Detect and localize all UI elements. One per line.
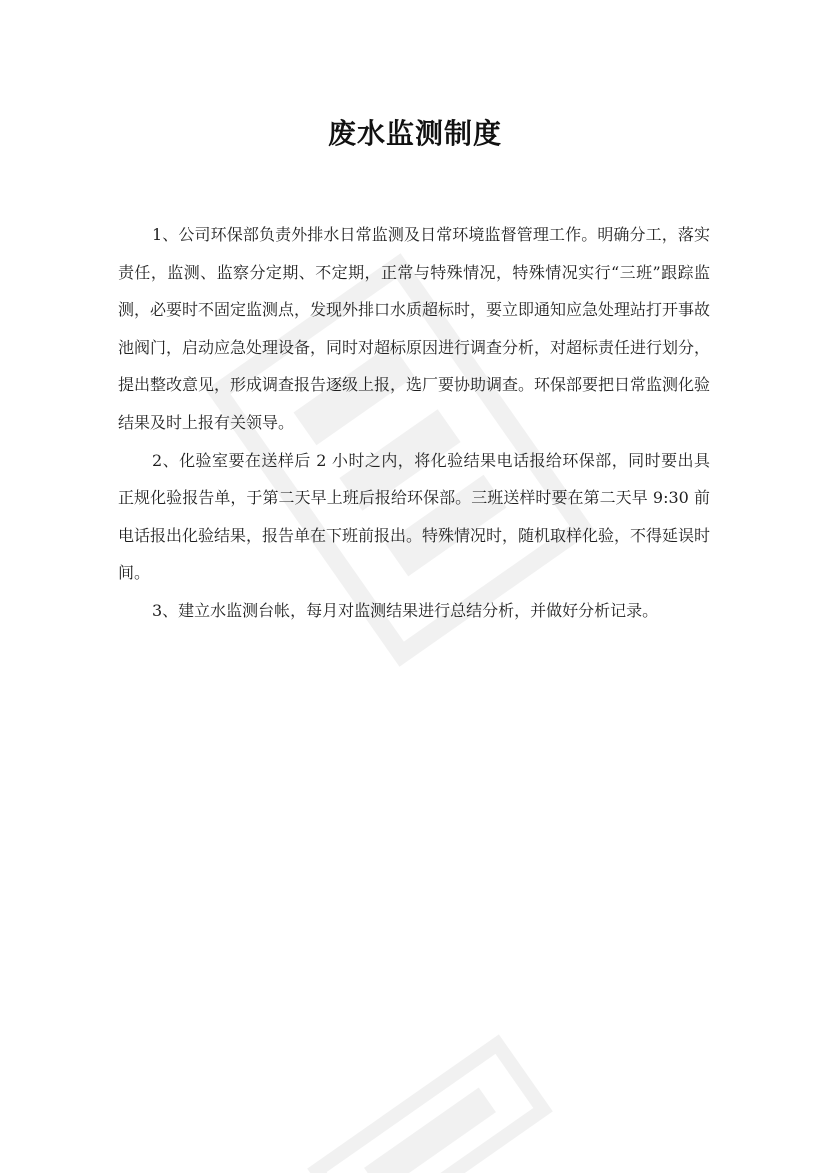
document-title: 废水监测制度	[327, 117, 502, 150]
paragraph-2: 2、化验室要在送样后 2 小时之内，将化验结果电话报给环保部，同时要出具正规化验报告单，于第二天早上班后报给环保部。三班送样时要在第二天早 9:30 前电话报出化验结果，报告单在下班前报出。特殊情况时，随机取样化验，不得延误时间。	[118, 450, 711, 583]
paragraph-1: 1、公司环保部负责外排水日常监测及日常环境监督管理工作。明确分工，落实责任，监测、监察分定期、不定期，正常与特殊情况，特殊情况实行“三班”跟踪监测，必要时不固定监测点，发现外排口水质超标时，要立即通知应急处理站打开事故池阀门，启动应急处理设备，同时对超标原因进行调查分析，对超标责任进行划分，提出整改意见，形成调查报告逐级上报，选厂要协助调查。环保部要把日常监测化验结果及时上报有关领导。	[118, 225, 711, 432]
paragraph-3: 3、建立水监测台帐，每月对监测结果进行总结分析，并做好分析记录。	[152, 600, 659, 620]
document-body	[118, 216, 710, 630]
watermark-logo-bottom	[289, 1016, 571, 1173]
